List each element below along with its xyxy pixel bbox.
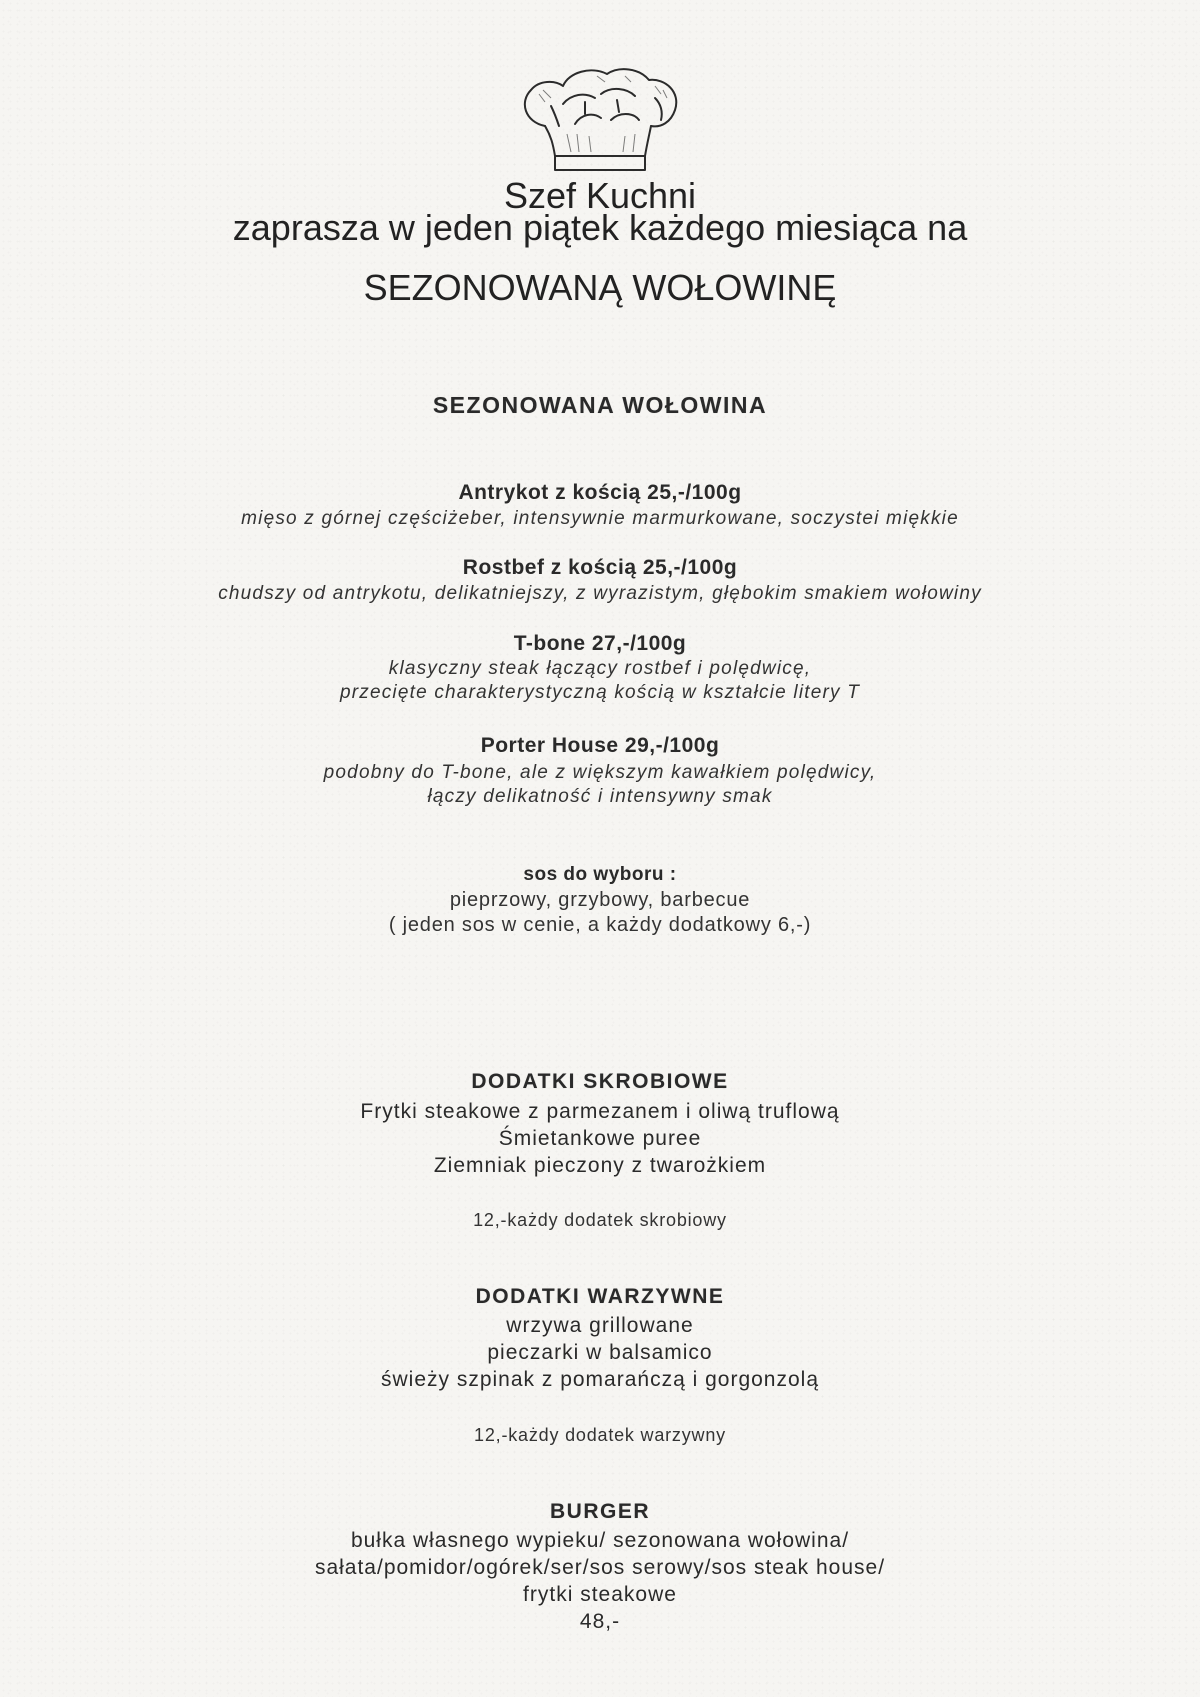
burger-price: 48,- bbox=[579, 1610, 621, 1633]
section-title-starch-sides: DODATKI SKROBIOWE bbox=[471, 1070, 729, 1093]
list-item: Śmietankowe puree bbox=[498, 1127, 702, 1150]
menu-item-name: Antrykot z kością 25,-/100g bbox=[458, 481, 742, 504]
menu-item-name: Rostbef z kością 25,-/100g bbox=[462, 556, 738, 579]
list-item: pieczarki w balsamico bbox=[487, 1341, 713, 1364]
invite-line: zaprasza w jeden piątek każdego miesiąca na bbox=[232, 207, 968, 248]
menu-item-desc: podobny do T-bone, ale z większym kawałkiem polędwicy, bbox=[323, 762, 877, 783]
burger-line: frytki steakowe bbox=[523, 1583, 677, 1606]
sauce-options: pieprzowy, grzybowy, barbecue bbox=[449, 889, 751, 911]
menu-item-name: Porter House 29,-/100g bbox=[480, 734, 720, 757]
menu-item-desc: chudszy od antrykotu, delikatniejszy, z wyrazistym, głębokim smakiem wołowiny bbox=[218, 583, 982, 604]
menu-item-desc: łączy delikatność i intensywny smak bbox=[427, 786, 773, 807]
veg-sides-price: 12,-każdy dodatek warzywny bbox=[474, 1425, 726, 1445]
starch-sides-price: 12,-każdy dodatek skrobiowy bbox=[473, 1210, 727, 1230]
burger-line: bułka własnego wypieku/ sezonowana wołowina/ bbox=[350, 1529, 850, 1552]
menu-item-desc: przecięte charakterystyczną kością w kształcie litery T bbox=[339, 682, 861, 703]
list-item: Ziemniak pieczony z twarożkiem bbox=[433, 1154, 767, 1177]
menu-item-name: T-bone 27,-/100g bbox=[513, 632, 687, 655]
burger-line: sałata/pomidor/ogórek/ser/sos serowy/sos steak house/ bbox=[314, 1556, 886, 1579]
section-title-aged-beef: SEZONOWANA WOŁOWINA bbox=[432, 392, 768, 418]
list-item: Frytki steakowe z parmezanem i oliwą truflową bbox=[360, 1100, 840, 1123]
chef-title: Szef Kuchni bbox=[503, 175, 697, 216]
special-title: SEZONOWANĄ WOŁOWINĘ bbox=[363, 267, 837, 308]
menu-item-desc: mięso z górnej częściżeber, intensywnie marmurkowane, soczystei miękkie bbox=[241, 508, 959, 529]
section-title-burger: BURGER bbox=[549, 1500, 650, 1523]
section-title-veg-sides: DODATKI WARZYWNE bbox=[475, 1285, 725, 1308]
sauce-note: ( jeden sos w cenie, a każdy dodatkowy 6,-) bbox=[388, 914, 812, 936]
list-item: wrzywa grillowane bbox=[506, 1314, 694, 1337]
sauce-title: sos do wyboru : bbox=[523, 864, 677, 885]
menu-item-desc: klasyczny steak łączący rostbef i polędwicę, bbox=[388, 658, 812, 679]
chef-hat-icon bbox=[515, 64, 685, 176]
list-item: świeży szpinak z pomarańczą i gorgonzolą bbox=[380, 1368, 820, 1391]
